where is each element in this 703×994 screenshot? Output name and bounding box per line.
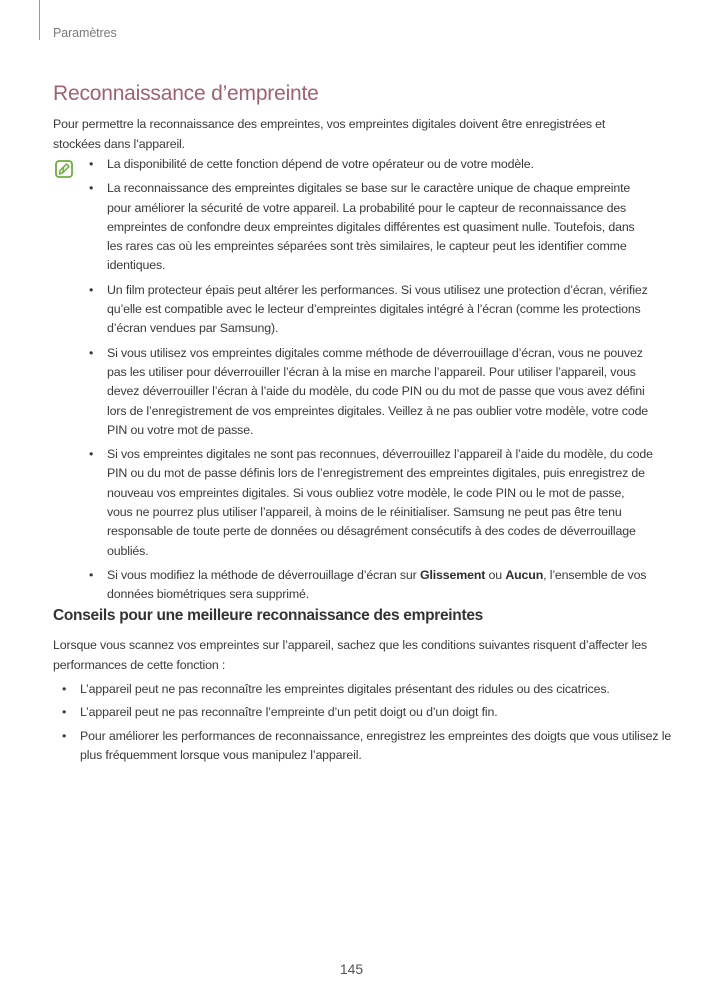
note-text: La disponibilité de cette fonction dépend de votre opérateur ou de votre modèle. (107, 157, 534, 171)
note-text: Si vous utilisez vos empreintes digitales comme méthode de déverrouillage d’écran, vous ne pouvez pas les utiliser pour déverrouiller l’écran à la mise en marche l’appareil. Pour utiliser l’appareil, vous devez déverrouiller l’écran à l’aide du modèle, du code PIN ou du mot de passe que vous avez défini lors de l’enregistrement de vos empreintes digitales. Veillez à ne pas oublier votre modèle, votre code PIN ou votre mot de passe. (107, 345, 649, 437)
note-item (89, 344, 653, 440)
bullet-icon: • (89, 447, 94, 462)
note-text-after: , l’ensemble de vos données biométriques sera supprimé. (107, 567, 647, 602)
note-item (89, 179, 653, 275)
intro-paragraph: Pour permettre la reconnaissance des empreintes, vos empreintes digitales doivent être enregistrées et stockées dans l’appareil. (53, 117, 606, 151)
tip-item (62, 727, 680, 766)
tip-text: Pour améliorer les performances de reconnaissance, enregistrez les empreintes des doigts que vous utilisez le plus fréquemment lorsque vous manipulez l’appareil. (80, 728, 672, 762)
section-intro: Lorsque vous scannez vos empreintes sur l’appareil, sachez que les conditions suivantes risquent d’affecter les performances de cette fonction : (53, 638, 648, 672)
tip-item (62, 703, 680, 722)
note-text: Un film protecteur épais peut altérer les performances. Si vous utilisez une protection d’écran, vérifiez qu’elle est compatible avec le lecteur d’empreintes digitales intégré à l’écran (comme les protections d’écran vendues par Samsung). (107, 282, 648, 336)
bullet-icon: • (89, 345, 94, 360)
note-text: La reconnaissance des empreintes digitales se base sur le caractère unique de chaque empreinte pour améliorer la sécurité de votre appareil. La probabilité pour le capteur de reconnaissance des empreintes de confondre deux empreintes digitales différentes est quasiment nulle. Toutefois, dans les rares cas où les empreintes séparées sont très similaires, le capteur peut les identifier comme identiques. (107, 181, 635, 273)
note-pencil-icon (55, 160, 73, 178)
running-header: Paramètres (53, 26, 117, 40)
bullet-icon: • (62, 682, 67, 696)
page-number: 145 (339, 961, 364, 977)
bullet-icon: • (62, 728, 67, 743)
page-title: Reconnaissance d’empreinte (53, 82, 319, 105)
tip-item (62, 680, 680, 699)
note-item (89, 566, 653, 605)
tip-text: L’appareil peut ne pas reconnaître les empreintes digitales présentant des ridules ou des cicatrices. (80, 682, 610, 696)
tips-list (53, 680, 680, 769)
note-item (89, 445, 653, 561)
note-item (89, 155, 653, 174)
note-text-before: Si vous modifiez la méthode de déverrouillage d’écran sur (107, 567, 420, 582)
bullet-icon: • (89, 282, 94, 297)
note-item (89, 281, 653, 339)
option-glissement: Glissement (419, 567, 486, 582)
note-list (53, 155, 653, 605)
bullet-icon: • (89, 157, 94, 171)
bullet-icon: • (89, 181, 94, 196)
bullet-icon: • (89, 567, 94, 582)
note-text-mid: ou (485, 567, 506, 582)
bullet-icon: • (62, 705, 67, 720)
option-aucun: Aucun (505, 567, 544, 582)
tip-text: L’appareil peut ne pas reconnaître l’empreinte d’un petit doigt ou d’un doigt fin. (80, 705, 498, 720)
note-block (53, 155, 653, 610)
header-divider (39, 0, 40, 40)
section-title: Conseils pour une meilleure reconnaissance des empreintes (53, 607, 483, 624)
note-text: Si vos empreintes digitales ne sont pas reconnues, déverrouillez l’appareil à l’aide du modèle, du code PIN ou du mot de passe définis lors de l’enregistrement des empreintes digitales, puis enregistrez de nouveau vos empreintes digitales. Si vous oubliez votre modèle, le code PIN ou le mot de passe, vous ne pourrez plus utiliser l’appareil, à moins de le réinitialiser. Samsung ne peut pas être tenu responsable de toute perte de données ou désagrément consécutifs à des codes de déverrouillage oubliés. (107, 447, 653, 558)
